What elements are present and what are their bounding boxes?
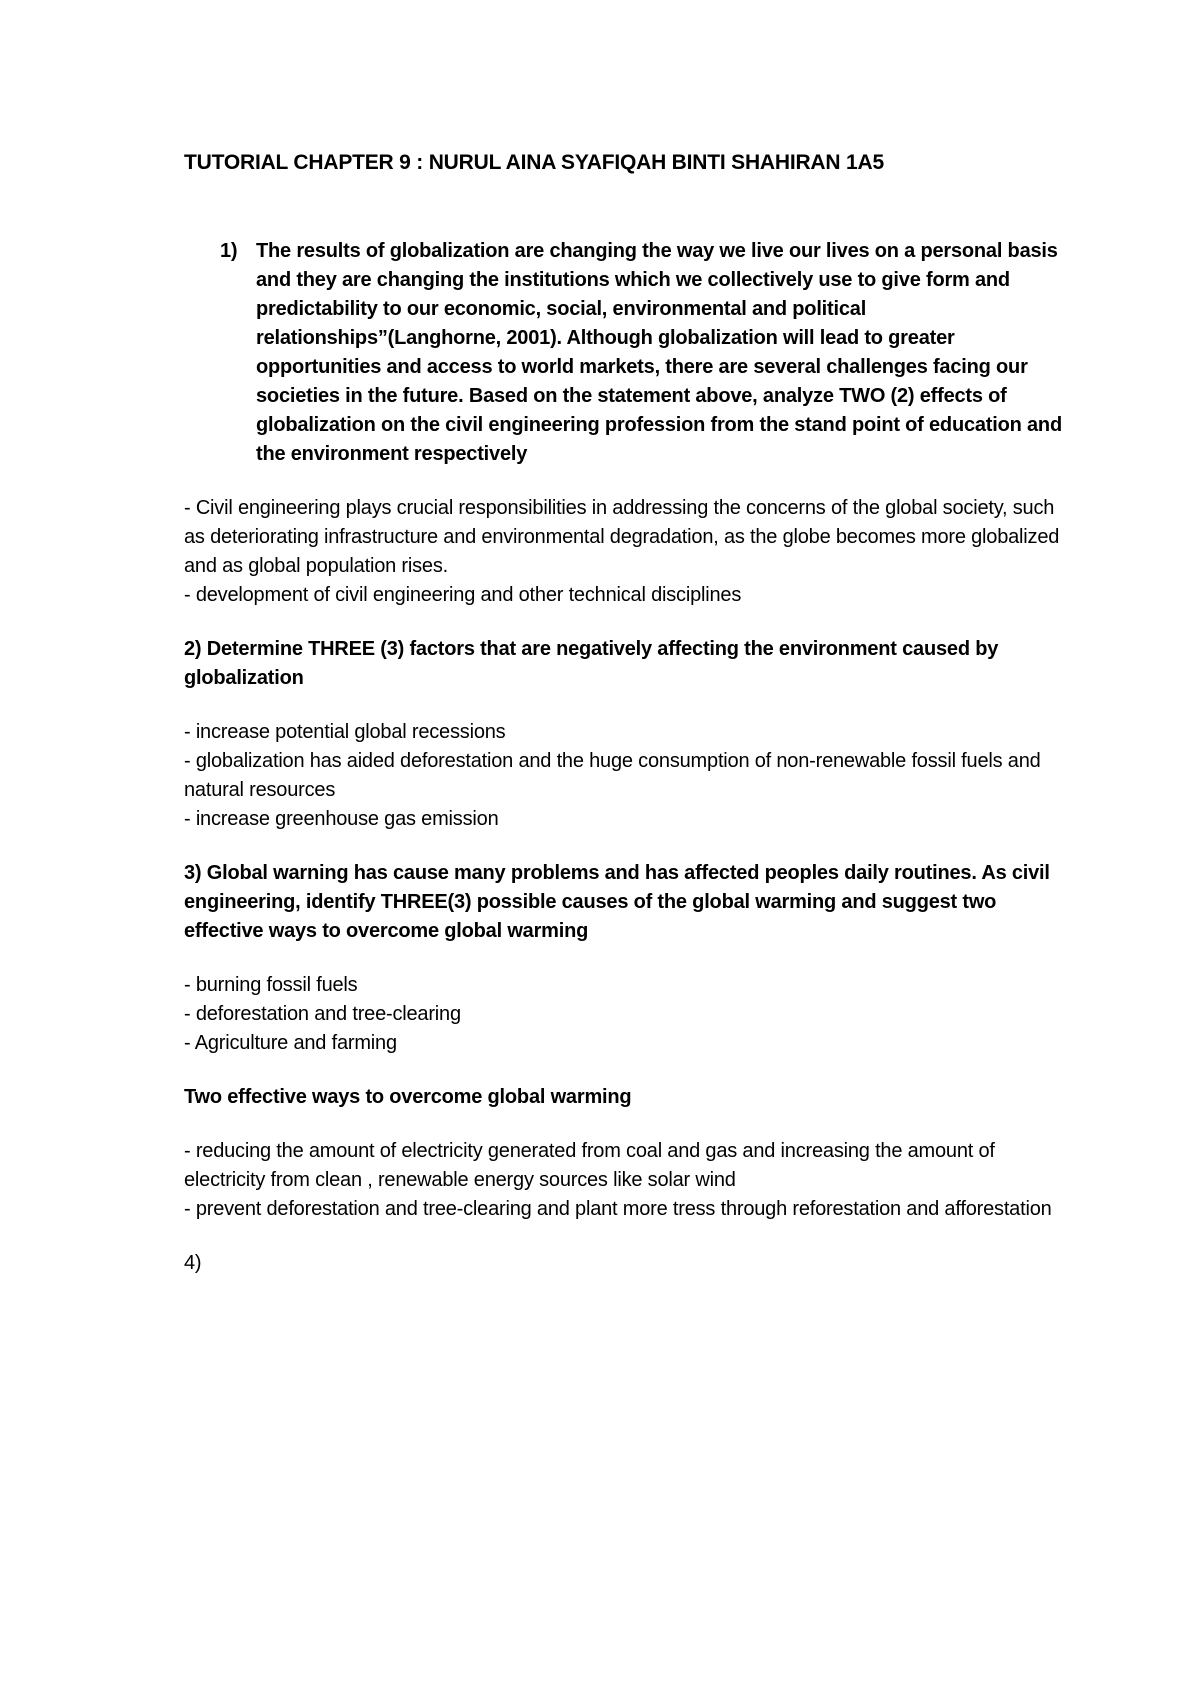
- page-title: TUTORIAL CHAPTER 9 : NURUL AINA SYAFIQAH BINTI SHAHIRAN 1A5: [184, 151, 884, 174]
- list-item: - development of civil engineering and other technical disciplines: [184, 584, 742, 606]
- question-1-number: 1): [220, 240, 238, 262]
- question-3: 3) Global warning has cause many problems and has affected peoples daily routines. As civil engineering, identify THREE(3) possible causes of the global warming and suggest two effective ways to overcome global warming: [184, 862, 1050, 942]
- list-item: - globalization has aided deforestation and the huge consumption of non-renewable fossil fuels and natural resources: [184, 750, 1041, 801]
- list-item: - burning fossil fuels: [184, 974, 358, 996]
- list-item: - increase greenhouse gas emission: [184, 808, 499, 830]
- list-item: - Agriculture and farming: [184, 1032, 397, 1054]
- question-3-answers: [184, 971, 1064, 1058]
- list-item: - Civil engineering plays crucial responsibilities in addressing the concerns of the global society, such as deteriorating infrastructure and environmental degradation, as the globe becomes more globalized and as global population rises.: [184, 497, 1060, 577]
- ways-heading: Two effective ways to overcome global warming: [184, 1086, 632, 1108]
- list-item: - increase potential global recessions: [184, 721, 506, 743]
- list-item: - prevent deforestation and tree-clearing and plant more tress through reforestation and afforestation: [184, 1198, 1052, 1220]
- question-4-number: 4): [184, 1252, 202, 1274]
- document-body: [184, 148, 1064, 1278]
- question-1-answers: [184, 494, 1064, 610]
- list-item: - deforestation and tree-clearing: [184, 1003, 461, 1025]
- ways-list: [184, 1137, 1064, 1224]
- question-1-text: The results of globalization are changing the way we live our lives on a personal basis and they are changing the institutions which we collectively use to give form and predictability to our economic, social, environmental and political relationships”(Langhorne, 2001). Although globalization will lead to greater opportunities and access to world markets, there are several challenges facing our societies in the future. Based on the statement above, analyze TWO (2) effects of globalization on the civil engineering profession from the stand point of education and the environment respectively: [256, 240, 1062, 465]
- question-2-answers: [184, 718, 1064, 834]
- question-1: [184, 237, 1064, 469]
- list-item: - reducing the amount of electricity generated from coal and gas and increasing the amount of electricity from clean , renewable energy sources like solar wind: [184, 1140, 995, 1191]
- question-2: 2) Determine THREE (3) factors that are negatively affecting the environment caused by globalization: [184, 638, 999, 689]
